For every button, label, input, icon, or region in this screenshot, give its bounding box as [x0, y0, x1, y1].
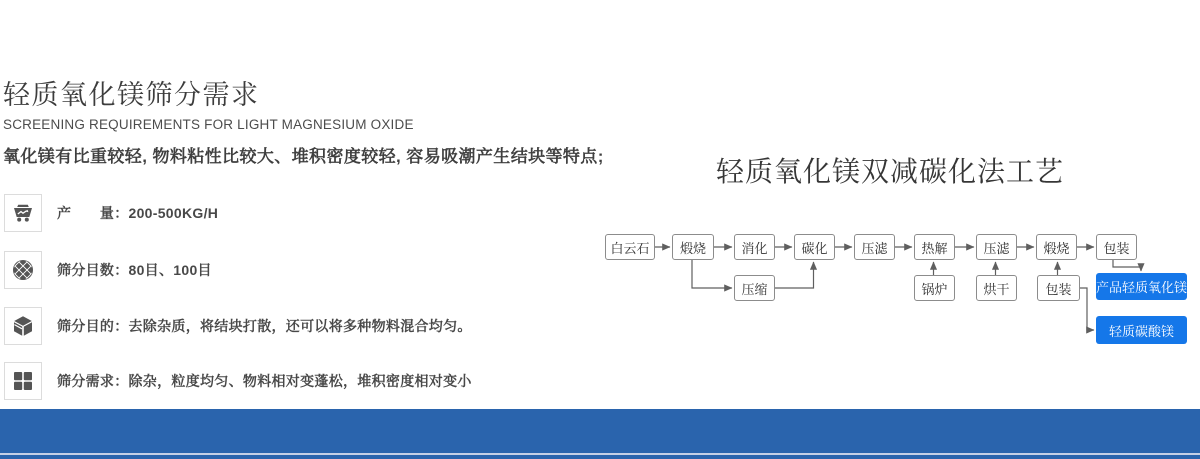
bottom-band — [0, 409, 1200, 453]
feature-text: 筛分目数：80目、100目 — [57, 262, 212, 278]
flow-node-pack-2: 包装 — [1037, 275, 1080, 301]
section-title: 轻质氧化镁筛分需求 — [3, 80, 260, 110]
flow-node-digest: 消化 — [734, 234, 775, 260]
feature-row-requirement — [4, 362, 472, 400]
flow-node-carbonize: 碳化 — [794, 234, 835, 260]
flow-node-filter-2: 压滤 — [976, 234, 1017, 260]
flow-node-dry: 烘干 — [976, 275, 1017, 301]
feature-row-capacity — [4, 194, 218, 232]
flow-node-compress: 压缩 — [734, 275, 775, 301]
flow-node-calcine-1: 煅烧 — [672, 234, 714, 260]
flow-node-boiler: 锅炉 — [914, 275, 955, 301]
bottom-band-edge — [0, 455, 1200, 459]
grid-icon — [4, 362, 42, 400]
flowchart-title: 轻质氧化镁双减碳化法工艺 — [715, 156, 1064, 187]
flow-node-calcine-2: 煅烧 — [1036, 234, 1077, 260]
feature-text: 筛分目的：去除杂质，将结块打散，还可以将多种物料混合均匀。 — [57, 318, 472, 334]
feature-text: 产 量：200-500KG/H — [57, 205, 219, 221]
flow-node-pyrolyze: 热解 — [914, 234, 955, 260]
flow-node-dolomite: 白云石 — [605, 234, 655, 260]
material-description: 氧化镁有比重较轻, 物料粘性比较大、堆积密度较轻, 容易吸潮产生结块等特点; — [3, 147, 604, 166]
section-subtitle-en: SCREENING REQUIREMENTS FOR LIGHT MAGNESIUM OXIDE — [3, 117, 414, 132]
feature-row-purpose — [4, 307, 472, 345]
feature-text: 筛分需求：除杂，粒度均匀、物料相对变蓬松，堆积密度相对变小 — [57, 373, 472, 389]
flow-product-light-magnesium-carbonate: 轻质碳酸镁 — [1096, 316, 1187, 344]
flow-node-pack-1: 包装 — [1096, 234, 1137, 260]
mine-cart-icon — [4, 194, 42, 232]
flow-node-filter-1: 压滤 — [854, 234, 895, 260]
cube-icon — [4, 307, 42, 345]
feature-row-mesh — [4, 251, 212, 289]
sieve-mesh-icon — [4, 251, 42, 289]
flow-product-light-magnesium-oxide: 产品轻质氧化镁 — [1096, 273, 1187, 300]
